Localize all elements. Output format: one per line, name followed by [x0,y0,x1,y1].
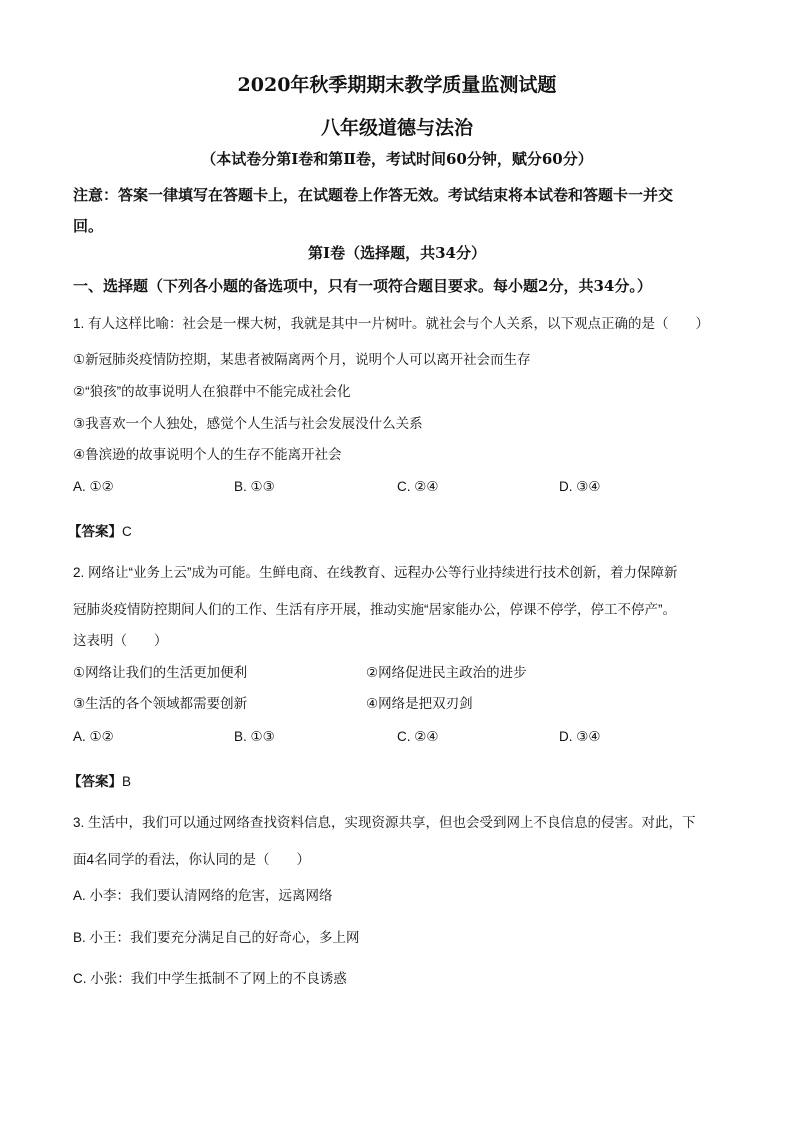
answer-label: 【答案】 [68,774,122,789]
section-title: 第Ⅰ卷（选择题，共34分） [308,244,486,262]
exam-info: （本试卷分第Ⅰ卷和第Ⅱ卷，考试时间60分钟，赋分60分） [201,150,593,168]
question-2-answer [68,770,131,790]
question-1-statement: ②“狼孩”的故事说明人在狼群中不能完成社会化 [73,384,351,399]
question-2-statement: ①网络让我们的生活更加便利 [73,665,248,680]
question-1-option-d: D. ③④ [559,479,601,494]
question-1-option-b: B. ①③ [234,479,275,494]
question-3-stem: 3. 生活中，我们可以通过网络查找资料信息，实现资源共享，但也会受到网上不良信息的侵害。对此，下 [73,815,696,830]
question-2-statement: ④网络是把双刃剑 [366,696,473,711]
notice-line: 注意：答案一律填写在答题卡上，在试题卷上作答无效。考试结束将本试卷和答题卡一并交 [73,186,674,204]
question-1-option-c: C. ②④ [397,479,439,494]
question-1-statement: ④鲁滨逊的故事说明个人的生存不能离开社会 [73,447,342,462]
question-3-stem: 面4名同学的看法，你认同的是（ ） [73,852,311,867]
question-2-option-a: A. ①② [73,729,114,744]
question-2-stem: 冠肺炎疫情防控期间人们的工作、生活有序开展，推动实施“居家能办公，停课不停学，停工不停产”。 [73,602,676,617]
question-1-stem: 1. 有人这样比喻：社会是一棵大树，我就是其中一片树叶。就社会与个人关系，以下观点正确的是（ ） [73,316,710,331]
exam-title: 2020年秋季期期末教学质量监测试题 [237,74,557,96]
question-2-statement: ③生活的各个领域都需要创新 [73,696,248,711]
question-3-option-c: C. 小张：我们中学生抵制不了网上的不良诱惑 [73,971,347,986]
question-2-stem: 2. 网络让“业务上云”成为可能。生鲜电商、在线教育、远程办公等行业持续进行技术创新，着力保障新 [73,565,678,580]
question-1-statement: ①新冠肺炎疫情防控期，某患者被隔离两个月，说明个人可以离开社会而生存 [73,352,531,367]
question-1-option-a: A. ①② [73,479,114,494]
answer-value: C [122,524,132,539]
question-2-option-d: D. ③④ [559,729,601,744]
exam-notice [73,180,723,242]
question-2-option-b: B. ①③ [234,729,275,744]
question-1-statement: ③我喜欢一个人独处，感觉个人生活与社会发展没什么关系 [73,416,423,431]
exam-subject: 八年级道德与法治 [320,117,473,139]
part-title: 一、选择题（下列各小题的备选项中，只有一项符合题目要求。每小题2分，共34分。） [73,277,652,295]
answer-label: 【答案】 [68,524,122,539]
question-2-statement: ②网络促进民主政治的进步 [366,665,527,680]
answer-value: B [122,774,132,789]
question-2-stem: 这表明（ ） [73,633,168,648]
question-3-option-b: B. 小王：我们要充分满足自己的好奇心，多上网 [73,930,360,945]
question-2-option-c: C. ②④ [397,729,439,744]
notice-line: 回。 [73,217,104,235]
question-3-option-a: A. 小李：我们要认清网络的危害，远离网络 [73,888,333,903]
question-1-answer [68,520,132,540]
